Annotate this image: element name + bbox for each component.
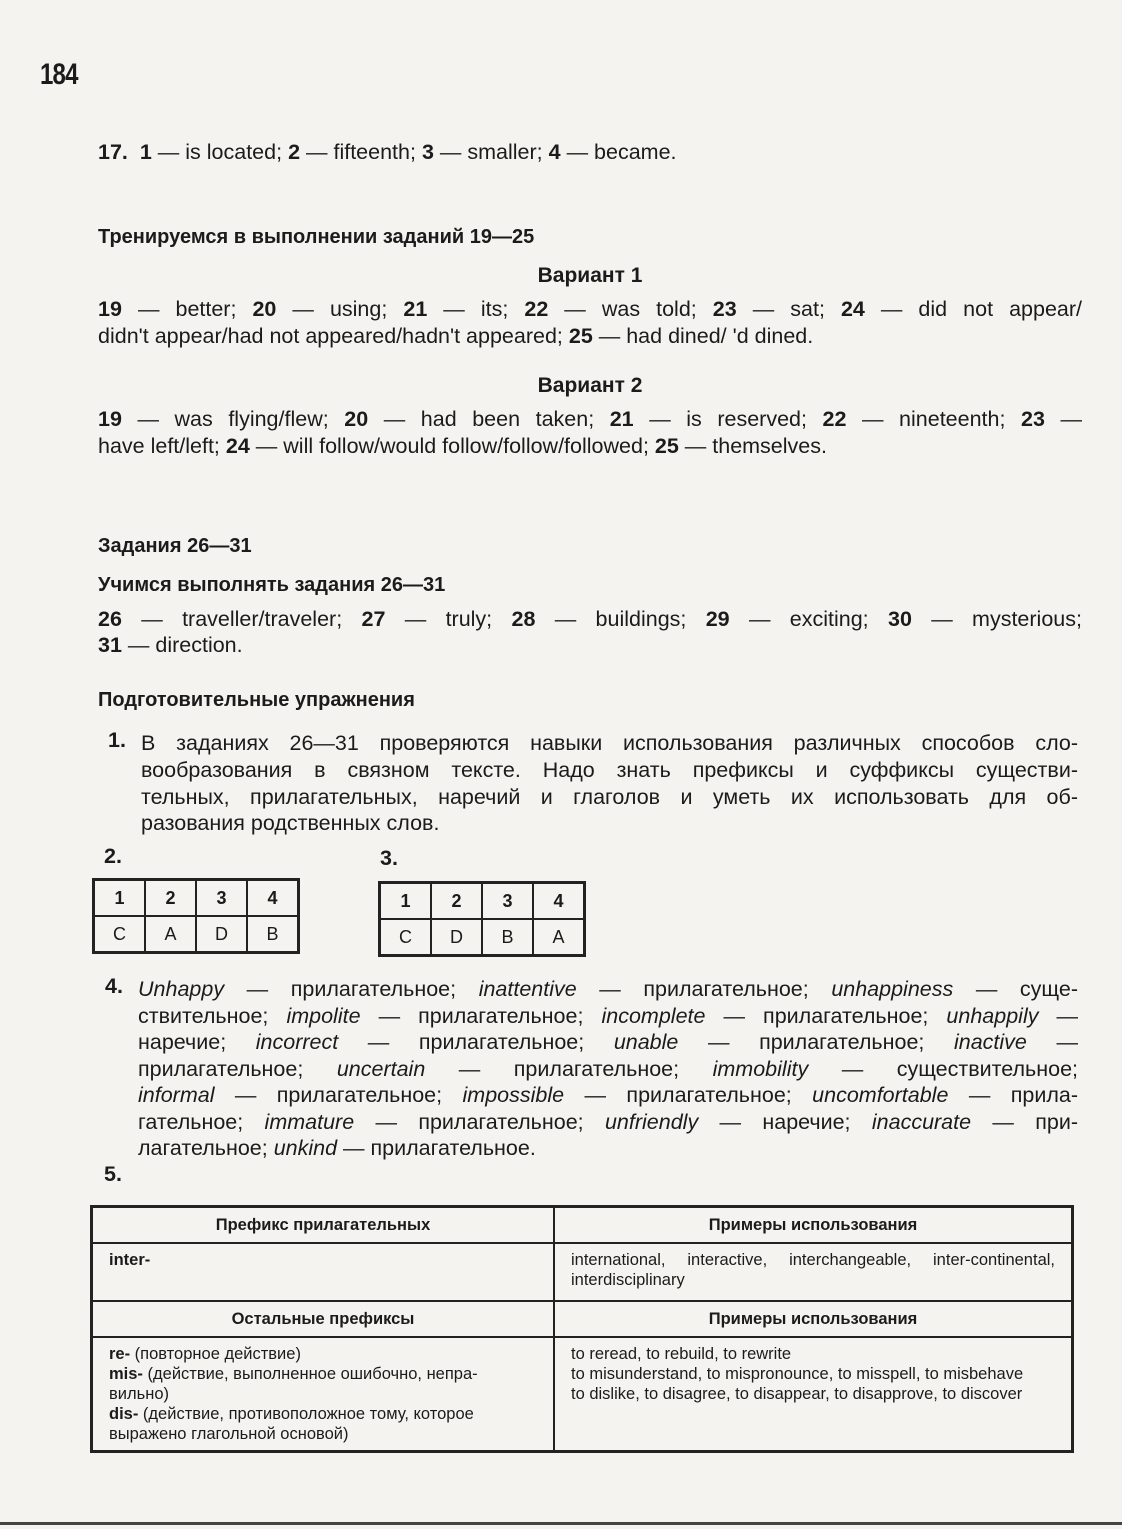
table-cell: D: [196, 916, 247, 953]
table-cell: 2: [145, 880, 196, 917]
item-text: — became.: [566, 140, 677, 164]
variant-2-line-1: 19 — was flying/flew; 20 — had been taken; 21 — is reserved; 22 — nineteenth; 23 —: [98, 407, 1082, 431]
ex1-line: разования родственных слов.: [141, 811, 440, 835]
ex4-line: прилагательное; uncertain — прилагательное; immobility — существительное;: [138, 1056, 1078, 1081]
ex1-line: В заданиях 26—31 проверяются навыки использования различных способов сло-: [141, 731, 1078, 755]
prep-heading: Подготовительные упражнения: [98, 689, 415, 711]
variant-1-line-1: 19 — better; 20 — using; 21 — its; 22 — was told; 23 — sat; 24 — did not appear/: [98, 297, 1082, 321]
tasks-26-31-heading: Задания 26—31: [98, 535, 252, 557]
ex5-table: [90, 1205, 1074, 1453]
ex4-number: 4.: [105, 974, 123, 998]
variant-2-heading: Вариант 2: [537, 374, 643, 397]
ex4-line: гательное; immature — прилагательное; unfriendly — наречие; inaccurate — при-: [138, 1109, 1079, 1134]
table-header: Префикс прилагательных: [92, 1207, 555, 1244]
table-cell: A: [145, 916, 196, 953]
item-number: 1: [139, 140, 152, 164]
table-cell: B: [247, 916, 299, 953]
ex1-line: тельных, прилагательных, наречий и глаголов и уметь их использовать для об-: [141, 785, 1078, 809]
ex3-number: 3.: [380, 846, 398, 870]
variant-1-heading: Вариант 1: [537, 264, 643, 287]
table-cell: to reread, to rebuild, to rewrite to misunderstand, to mispronounce, to misspell, to misbehave to dislike, to disagree, to disappear, to disapprove, to discover: [554, 1337, 1073, 1452]
table-cell: 3: [482, 883, 533, 920]
table-header: Остальные префиксы: [92, 1301, 555, 1337]
item-number: 3: [421, 140, 434, 164]
tasks-26-31-subheading: Учимся выполнять задания 26—31: [98, 574, 446, 596]
table-cell: A: [533, 919, 585, 956]
table-header: Примеры использования: [554, 1301, 1073, 1337]
table-cell: C: [380, 919, 432, 956]
ex4-line: лагательное; unkind — прилагательное.: [138, 1136, 536, 1160]
table-cell: international, interactive, interchangeable, inter-continental, interdisciplinary: [554, 1243, 1073, 1301]
tasks-26-31-line-2: 31 — direction.: [98, 633, 243, 657]
ex4-text: [138, 976, 1078, 1162]
item-text: — is located;: [157, 140, 283, 164]
table-cell: B: [482, 919, 533, 956]
table-cell: C: [94, 916, 146, 953]
table-cell: 2: [431, 883, 482, 920]
table-cell: D: [431, 919, 482, 956]
ex1-line: вообразования в связном тексте. Надо знать префиксы и суффиксы существи-: [141, 758, 1078, 782]
ex4-line: Unhappy — прилагательное; inattentive — прилагательное; unhappiness — суще-: [138, 977, 1078, 1001]
training-heading: Тренируемся в выполнении заданий 19—25: [98, 226, 535, 248]
table-cell: 1: [94, 880, 146, 917]
table-cell: inter-: [92, 1243, 555, 1301]
exercise-17: [98, 139, 677, 166]
page-number: 184: [40, 58, 78, 91]
tasks-26-31-line-1: 26 — traveller/traveler; 27 — truly; 28 — buildings; 29 — exciting; 30 — mysterious;: [98, 607, 1082, 631]
item-text: — smaller;: [439, 140, 543, 164]
table-cell: 4: [247, 880, 299, 917]
item-text: — fifteenth;: [306, 140, 416, 164]
table-cell: 3: [196, 880, 247, 917]
ex2-table: [92, 878, 300, 954]
item-number: 4: [548, 140, 561, 164]
ex4-line: ствительное; impolite — прилагательное; incomplete — прилагательное; unhappily —: [138, 1003, 1079, 1028]
table-header: Примеры использования: [554, 1207, 1073, 1244]
ex1-number: 1.: [108, 728, 126, 752]
table-cell: 4: [533, 883, 585, 920]
ex4-line: informal — прилагательное; impossible — прилагательное; uncomfortable — прила-: [138, 1083, 1079, 1107]
ex3-table: [378, 881, 586, 957]
bottom-rule: [0, 1522, 1122, 1525]
ex4-line: наречие; incorrect — прилагательное; unable — прилагательное; inactive —: [138, 1030, 1078, 1054]
table-cell: 1: [380, 883, 432, 920]
item-number: 2: [288, 140, 301, 164]
ex2-number: 2.: [104, 844, 122, 868]
variant-2-line-2: have left/left; 24 — will follow/would follow/follow/followed; 25 — themselves.: [98, 434, 827, 458]
variant-1-line-2: didn't appear/had not appeared/hadn't appeared; 25 — had dined/ 'd dined.: [98, 324, 814, 348]
table-cell: re- (повторное действие) mis- (действие, выполненное ошибочно, непра-вильно) dis- (действие, противоположное тому, которое выражено глагольной основой): [92, 1337, 555, 1452]
ex5-number: 5.: [104, 1162, 122, 1186]
exercise-17-number: 17.: [98, 140, 128, 164]
